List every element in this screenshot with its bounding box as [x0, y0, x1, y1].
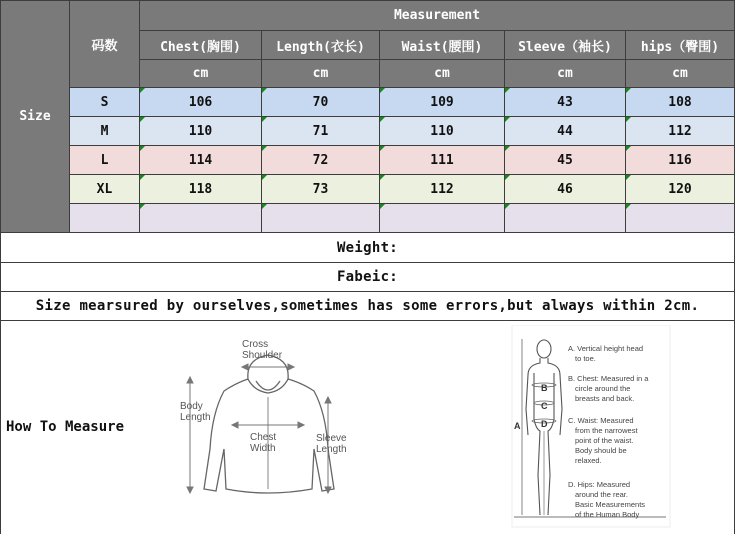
measurement-header: Measurement: [140, 0, 735, 31]
value-cell: 110: [380, 117, 505, 146]
sweater-icon: [204, 355, 334, 493]
value-cell: 106: [140, 88, 262, 117]
fabric-row: [0, 263, 735, 292]
sweater-labels: [180, 339, 347, 455]
value-cell: 112: [626, 117, 735, 146]
marker-d: D: [541, 419, 548, 429]
note-line: relaxed.: [575, 456, 602, 465]
note-line: from the narrowest: [575, 426, 638, 435]
unit-label: cm: [262, 60, 380, 88]
value-cell: 71: [262, 117, 380, 146]
marker-a: A: [514, 421, 521, 431]
value-cell: [140, 204, 262, 233]
note-line: A. Vertical height head: [568, 344, 644, 353]
note-line: breasts and back.: [575, 394, 635, 403]
value-cell: 110: [140, 117, 262, 146]
note-line: B. Chest: Measured in a: [568, 374, 649, 383]
sweater-measurement-diagram: [176, 339, 366, 519]
value-cell: 43: [505, 88, 626, 117]
column-header-hips: hips（臀围): [626, 31, 735, 60]
chest-width-label: Chest: [250, 432, 277, 443]
chest-width-label: Width: [250, 443, 276, 454]
value-cell: 45: [505, 146, 626, 175]
unit-label: cm: [626, 60, 735, 88]
size-code-header: 码数: [70, 0, 140, 88]
note-line: D. Hips: Measured: [568, 480, 631, 489]
how-to-measure-section: [0, 321, 735, 534]
value-cell: 118: [140, 175, 262, 204]
column-header-waist: Waist(腰围): [380, 31, 505, 60]
how-to-measure-label: How To Measure: [6, 419, 125, 435]
size-cell: [70, 204, 140, 233]
value-cell: [626, 204, 735, 233]
value-cell: 70: [262, 88, 380, 117]
note-line: around the rear.: [575, 490, 628, 499]
measurement-arrows: [187, 364, 331, 493]
note-line: C. Waist: Measured: [568, 416, 634, 425]
unit-label: cm: [140, 60, 262, 88]
value-cell: 114: [140, 146, 262, 175]
cross-shoulder-label: Cross: [242, 339, 269, 350]
size-cell: L: [70, 146, 140, 175]
size-chart-table: [0, 0, 735, 233]
marker-c: C: [541, 401, 548, 411]
value-cell: [262, 204, 380, 233]
disclaimer-row: [0, 292, 735, 321]
size-column-label: Size: [0, 0, 70, 233]
value-cell: 44: [505, 117, 626, 146]
body-length-label: Length: [180, 412, 211, 423]
value-cell: 46: [505, 175, 626, 204]
note-line: Basic Measurements: [575, 500, 646, 509]
weight-row: [0, 233, 735, 263]
marker-b: B: [541, 383, 548, 393]
sleeve-length-label: Length: [316, 444, 347, 455]
column-header-length: Length(衣长): [262, 31, 380, 60]
fabric-label: Fabeic:: [336, 269, 399, 285]
value-cell: 72: [262, 146, 380, 175]
column-header-sleeve: Sleeve（袖长): [505, 31, 626, 60]
body-measurement-diagram: [506, 325, 676, 530]
unit-label: cm: [380, 60, 505, 88]
note-line: circle around the: [575, 384, 631, 393]
note-line: of the Human Body: [575, 510, 640, 519]
size-cell: S: [70, 88, 140, 117]
value-cell: 73: [262, 175, 380, 204]
note-line: point of the waist.: [575, 436, 634, 445]
size-cell: M: [70, 117, 140, 146]
note-line: to toe.: [575, 354, 596, 363]
disclaimer-text: Size mearsured by ourselves,sometimes has some errors,but always within 2cm.: [35, 298, 700, 314]
body-length-label: Body: [180, 401, 203, 412]
value-cell: 111: [380, 146, 505, 175]
value-cell: 109: [380, 88, 505, 117]
weight-label: Weight:: [336, 239, 399, 256]
note-line: Body should be: [575, 446, 627, 455]
value-cell: 116: [626, 146, 735, 175]
value-cell: 120: [626, 175, 735, 204]
value-cell: [380, 204, 505, 233]
sleeve-length-label: Sleeve: [316, 433, 347, 444]
size-cell: XL: [70, 175, 140, 204]
value-cell: 112: [380, 175, 505, 204]
column-header-chest: Chest(胸围): [140, 31, 262, 60]
value-cell: 108: [626, 88, 735, 117]
cross-shoulder-label: Shoulder: [242, 350, 283, 361]
value-cell: [505, 204, 626, 233]
unit-label: cm: [505, 60, 626, 88]
